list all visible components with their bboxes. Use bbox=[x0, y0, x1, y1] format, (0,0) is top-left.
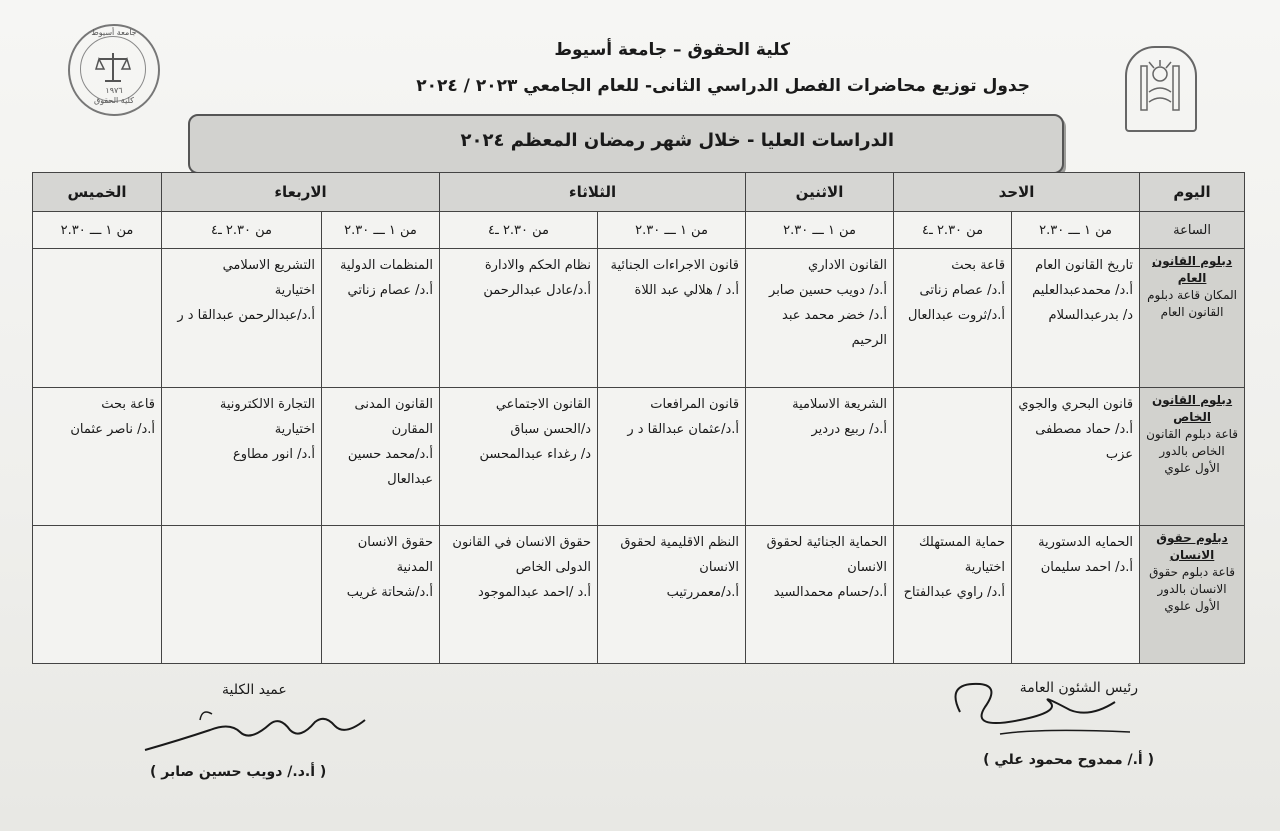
lecturer: أ.د/ احمد سليمان bbox=[1040, 559, 1134, 575]
lecture-cell-empty bbox=[162, 525, 322, 663]
lecture-cell bbox=[894, 525, 1012, 663]
day-tuesday: الثلاثاء bbox=[440, 173, 746, 212]
lecturer: أ.د/محمد حسين عبدالعال bbox=[347, 446, 434, 487]
course-name: التجارة الالكترونية bbox=[219, 396, 316, 412]
program-label bbox=[1140, 249, 1245, 387]
lecturer: أ.د/عادل عبدالرحمن bbox=[483, 283, 592, 299]
table-row bbox=[33, 249, 1245, 387]
course-name: قاعة بحث bbox=[951, 258, 1006, 274]
lecture-cell bbox=[746, 387, 894, 525]
time-slot-thu-1: من ١ ـــ ٢.٣٠ bbox=[33, 212, 162, 249]
lecture-cell bbox=[322, 525, 440, 663]
course-name: نظام الحكم والادارة bbox=[484, 258, 592, 274]
lecturer: أ.د /احمد عبدالموجود bbox=[478, 584, 592, 600]
schedule-table bbox=[32, 172, 1245, 664]
course-type: اختيارية bbox=[964, 559, 1006, 575]
day-monday: الاثنين bbox=[746, 173, 894, 212]
time-slot-tue-1: من ١ ـــ ٢.٣٠ bbox=[598, 212, 746, 249]
public-affairs-title: رئيس الشئون العامة bbox=[1019, 680, 1138, 696]
program-label bbox=[1140, 525, 1245, 663]
lecturer: أ.د/ راوي عبدالفتاح bbox=[903, 584, 1006, 600]
lecture-cell bbox=[1012, 525, 1140, 663]
lecturer: أ.د/شحاتة غريب bbox=[346, 584, 434, 600]
time-slot-sun-1: من ١ ـــ ٢.٣٠ bbox=[1012, 212, 1140, 249]
public-affairs-name: ( أ./ ممدوح محمود علي ) bbox=[983, 752, 1154, 768]
course-name: القانون المدنى المقارن bbox=[354, 396, 434, 437]
lecture-cell bbox=[746, 525, 894, 663]
lecture-cell bbox=[440, 249, 598, 387]
course-name: الشريعة الاسلامية bbox=[792, 396, 888, 412]
times-header-row bbox=[33, 212, 1245, 249]
program-note: المكان قاعة دبلوم القانون العام bbox=[1147, 288, 1238, 320]
course-name: قانون المرافعات bbox=[650, 396, 740, 412]
lecturer: أ.د/عثمان عبدالقا د ر bbox=[627, 421, 740, 437]
day-thursday: الخميس bbox=[33, 173, 162, 212]
lecture-cell bbox=[746, 249, 894, 387]
lecturer: أ.د/ عصام زناتي bbox=[347, 283, 434, 299]
lecturer: أ.د/حسام محمدالسيد bbox=[773, 584, 888, 600]
lecturer: د/ رغداء عبدالمحسن bbox=[479, 446, 592, 462]
program-label bbox=[1140, 387, 1245, 525]
seal-year-text: ١٩٧٦ bbox=[105, 86, 123, 95]
time-slot-wed-1: من ١ ـــ ٢.٣٠ bbox=[322, 212, 440, 249]
course-name: المنظمات الدولية bbox=[339, 258, 434, 274]
course-name: قانون البحري والجوي bbox=[1018, 396, 1134, 412]
lecture-cell bbox=[322, 249, 440, 387]
course-name: حماية المستهلك bbox=[918, 534, 1006, 550]
university-logo-icon bbox=[1125, 46, 1197, 132]
logo-emblem-icon bbox=[1137, 58, 1183, 118]
lecturer: أ.د/ انور مطاوع bbox=[232, 446, 316, 462]
lecturer: أ.د/عبدالرحمن عبدالقا د ر bbox=[177, 308, 316, 324]
lecture-cell bbox=[440, 525, 598, 663]
lecturer: أ.د/ثروت عبدالعال bbox=[907, 308, 1006, 324]
course-name: حقوق الانسان المدنية bbox=[357, 534, 434, 575]
program-title: دبلوم حقوق الانسان bbox=[1156, 530, 1228, 562]
lecture-cell bbox=[598, 249, 746, 387]
seal-top-text: جامعة أسيوط bbox=[91, 28, 137, 37]
seal-bottom-text: كلية الحقوق bbox=[94, 96, 134, 105]
day-sunday: الاحد bbox=[894, 173, 1140, 212]
days-header-row bbox=[33, 173, 1245, 212]
lecture-cell bbox=[162, 249, 322, 387]
lecture-cell bbox=[894, 249, 1012, 387]
lecture-cell bbox=[598, 387, 746, 525]
lecture-cell bbox=[1012, 249, 1140, 387]
course-name: التشريع الاسلامي bbox=[222, 258, 316, 274]
lecturer: أ.د/ ناصر عثمان bbox=[70, 421, 155, 437]
time-slot-tue-2: من ٢.٣٠ ـ٤ bbox=[440, 212, 598, 249]
faculty-title: كلية الحقوق – جامعة أسيوط bbox=[554, 40, 790, 60]
time-label-cell: الساعة bbox=[1140, 212, 1245, 249]
signature-right-icon bbox=[940, 672, 1140, 742]
lecturer: أ.د/ عصام زناتى bbox=[919, 283, 1006, 299]
course-name: قانون الاجراءات الجنائية bbox=[610, 258, 740, 274]
signature-left-icon bbox=[140, 700, 380, 760]
time-slot-mon-1: من ١ ـــ ٢.٣٠ bbox=[746, 212, 894, 249]
lecture-cell bbox=[33, 387, 162, 525]
lecturer: أ.د/معمررتيب bbox=[666, 584, 740, 600]
lecture-cell-empty bbox=[894, 387, 1012, 525]
lecturer: أ.د / هلالي عبد اللاة bbox=[634, 283, 740, 299]
lecture-cell bbox=[322, 387, 440, 525]
course-name: حقوق الانسان في القانون الدولى الخاص bbox=[452, 534, 592, 575]
dean-name: ( أ.د./ دويب حسين صابر ) bbox=[150, 764, 327, 780]
lecturer: د/ بدرعبدالسلام bbox=[1048, 308, 1134, 324]
program-title: دبلوم القانون الخاص bbox=[1152, 392, 1233, 424]
day-label-cell: اليوم bbox=[1140, 173, 1245, 212]
program-note: قاعة دبلوم القانون الخاص بالدور الأول علوي bbox=[1146, 426, 1239, 475]
course-name: القانون الاداري bbox=[808, 258, 888, 274]
dean-title: عميد الكلية bbox=[222, 682, 287, 698]
table-row bbox=[33, 387, 1245, 525]
banner-text: الدراسات العليا - خلال شهر رمضان المعظم ٢٠٢٤ bbox=[460, 130, 894, 151]
lecturer: أ.د/ خضر محمد عبد الرحيم bbox=[782, 308, 888, 349]
lecturer: أ.د/ محمدعبدالعليم bbox=[1032, 283, 1134, 299]
lecture-cell-empty bbox=[33, 525, 162, 663]
course-name: الحماية الجنائية لحقوق الانسان bbox=[766, 534, 888, 575]
course-name: تاريخ القانون العام bbox=[1035, 258, 1134, 274]
course-name: النظم الاقليمية لحقوق الانسان bbox=[620, 534, 740, 575]
lecture-cell bbox=[440, 387, 598, 525]
lecture-cell bbox=[1012, 387, 1140, 525]
schedule-title: جدول توزيع محاضرات الفصل الدراسي الثانى- للعام الجامعي ٢٠٢٣ / ٢٠٢٤ bbox=[416, 76, 1030, 96]
lecture-cell bbox=[162, 387, 322, 525]
lecturer: أ.د/ دويب حسين صابر bbox=[769, 283, 888, 299]
course-name: القانون الاجتماعي bbox=[495, 396, 592, 412]
lecture-cell bbox=[598, 525, 746, 663]
course-type: اختيارية bbox=[274, 421, 316, 437]
day-wednesday: الاربعاء bbox=[162, 173, 440, 212]
lecture-cell-empty bbox=[33, 249, 162, 387]
time-slot-sun-2: من ٢.٣٠ ـ٤ bbox=[894, 212, 1012, 249]
table-row bbox=[33, 525, 1245, 663]
program-title: دبلوم القانون العام bbox=[1152, 254, 1233, 286]
lecturer: أ.د/ حماد مصطفى عزب bbox=[1035, 421, 1134, 462]
lecturer: د/الحسن سباق bbox=[510, 421, 592, 437]
lecturer: أ.د/ ربيع دردير bbox=[811, 421, 888, 437]
course-name: الحمايه الدستورية bbox=[1038, 534, 1134, 550]
time-slot-wed-2: من ٢.٣٠ ـ٤ bbox=[162, 212, 322, 249]
scales-of-justice-icon bbox=[95, 49, 131, 85]
banner-box bbox=[188, 114, 1064, 174]
course-type: اختيارية bbox=[274, 283, 316, 299]
program-note: قاعة دبلوم حقوق الانسان بالدور الأول علوي bbox=[1149, 564, 1235, 613]
course-name: قاعة بحث bbox=[101, 396, 155, 412]
faculty-seal-icon bbox=[68, 24, 160, 116]
